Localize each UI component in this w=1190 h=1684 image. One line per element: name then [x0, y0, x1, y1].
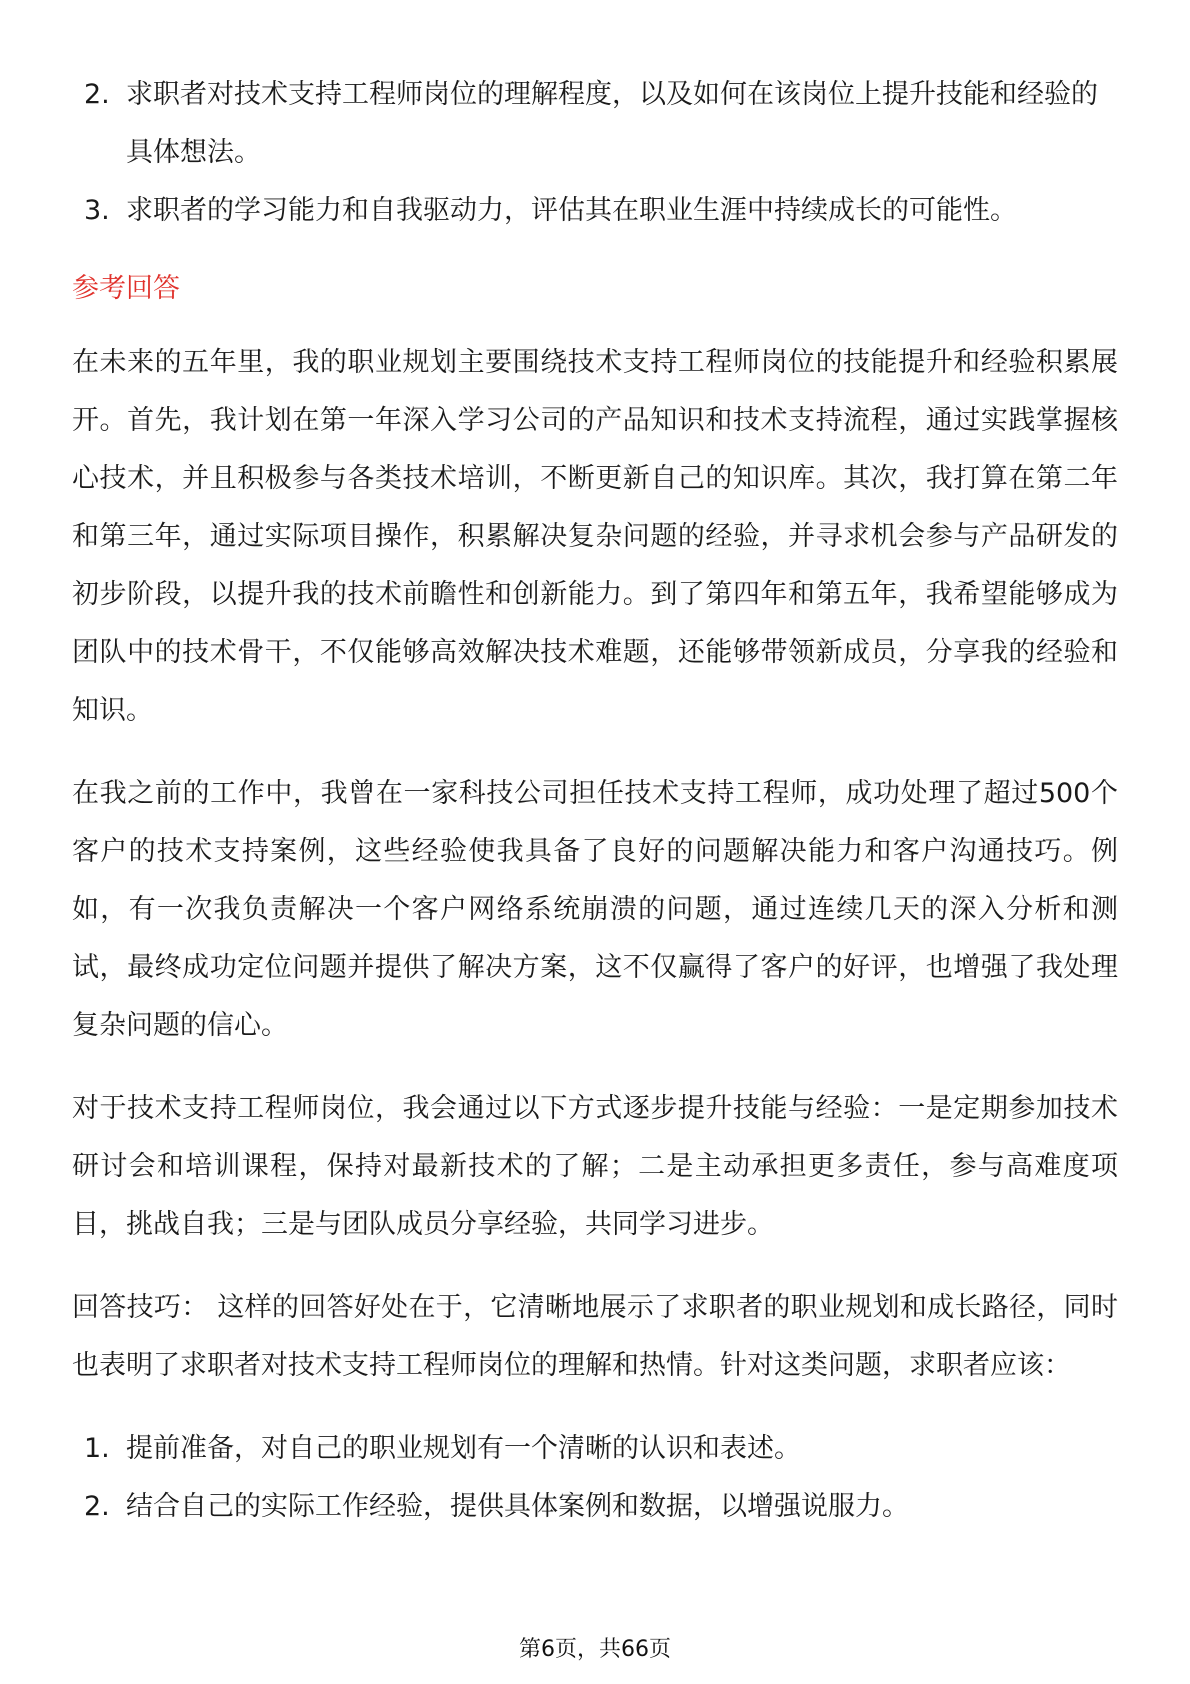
list-item — [72, 1478, 1118, 1536]
list-item-number: 2. — [84, 1491, 110, 1522]
list-item — [72, 66, 1118, 182]
list-item-text: 求职者对技术支持工程师岗位的理解程度，以及如何在该岗位上提升技能和经验的具体想法。 — [126, 79, 1098, 168]
answer-paragraph-1: 在未来的五年里，我的职业规划主要围绕技术支持工程师岗位的技能提升和经验积累展开。首先，我计划在第一年深入学习公司的产品知识和技术支持流程，通过实践掌握核心技术，并且积极参与各类技术培训，不断更新自己的知识库。其次，我打算在第二年和第三年，通过实际项目操作，积累解决复杂问题的经验，并寻求机会参与产品研发的初步阶段，以提升我的技术前瞻性和创新能力。到了第四年和第五年，我希望能够成为团队中的技术骨干，不仅能够高效解决技术难题，还能够带领新成员，分享我的经验和知识。 — [72, 347, 1118, 726]
answer-paragraph-3: 对于技术支持工程师岗位，我会通过以下方式逐步提升技能与经验：一是定期参加技术研讨会和培训课程，保持对最新技术的了解；二是主动承担更多责任，参与高难度项目，挑战自我；三是与团队成员分享经验，共同学习进步。 — [72, 1093, 1118, 1240]
list-item-text: 求职者的学习能力和自我驱动力，评估其在职业生涯中持续成长的可能性。 — [126, 195, 1017, 226]
list-item-number: 3. — [84, 195, 110, 226]
section-title: 参考回答 — [72, 273, 180, 304]
top-numbered-list — [72, 66, 1118, 240]
page-footer: 第6页，共66页 — [519, 1637, 671, 1662]
answer-paragraph-2: 在我之前的工作中，我曾在一家科技公司担任技术支持工程师，成功处理了超过500个客户的技术支持案例，这些经验使我具备了良好的问题解决能力和客户沟通技巧。例如，有一次我负责解决一个客户网络系统崩溃的问题，通过连续几天的深入分析和测试，最终成功定位问题并提供了解决方案，这不仅赢得了客户的好评，也增强了我处理复杂问题的信心。 — [72, 778, 1118, 1041]
list-item-number: 1. — [84, 1433, 110, 1464]
bottom-numbered-list — [72, 1420, 1118, 1536]
list-item-text: 结合自己的实际工作经验，提供具体案例和数据，以增强说服力。 — [126, 1491, 909, 1522]
list-item — [72, 1420, 1118, 1478]
page-content — [72, 66, 1118, 1536]
list-item-text: 提前准备，对自己的职业规划有一个清晰的认识和表述。 — [126, 1433, 801, 1464]
list-item-number: 2. — [84, 79, 110, 110]
tips-paragraph: 回答技巧： 这样的回答好处在于，它清晰地展示了求职者的职业规划和成长路径，同时也表明了求职者对技术支持工程师岗位的理解和热情。针对这类问题，求职者应该： — [72, 1292, 1118, 1381]
list-item — [72, 182, 1118, 240]
